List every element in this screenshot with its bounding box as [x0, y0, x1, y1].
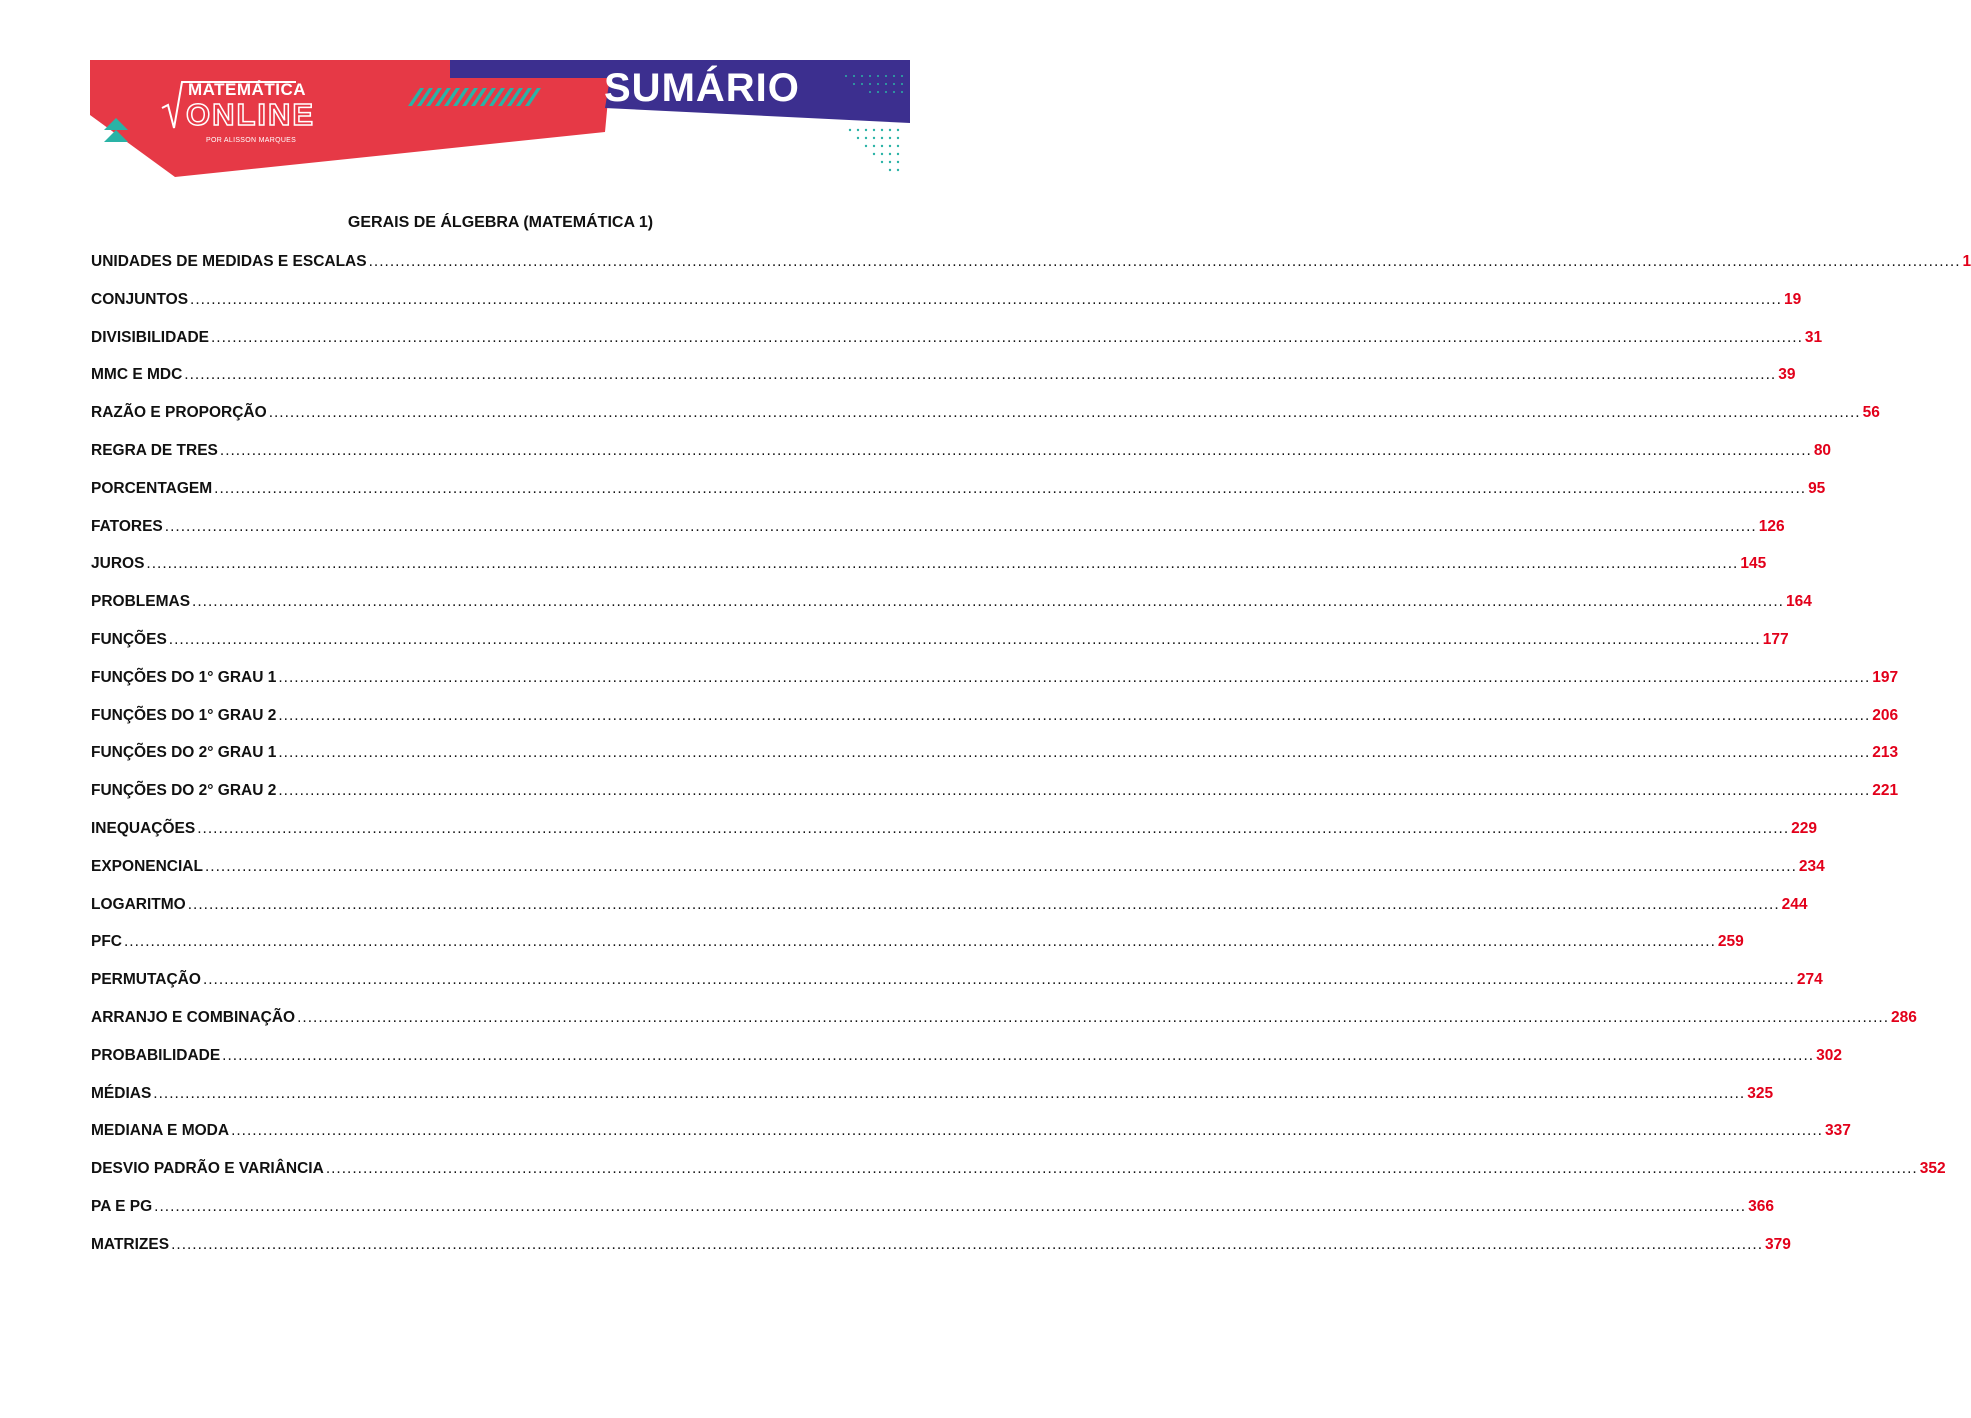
toc-entry-page: 164 — [1785, 593, 1812, 611]
logo-online-text: ONLINE — [186, 97, 316, 132]
toc-leader-dots: ............................................................................................................................................................................................................................................................................................................ — [164, 517, 1757, 535]
toc-leader-dots: ............................................................................................................................................................................................................................................................................................................ — [171, 1235, 1763, 1253]
toc-entry-page: 31 — [1804, 328, 1823, 346]
toc-leader-dots: ............................................................................................................................................................................................................................................................................................................ — [297, 1008, 1890, 1026]
toc-entry-page: 366 — [1748, 1197, 1774, 1215]
toc-entry-label: DESVIO PADRÃO E VARIÂNCIA — [91, 1160, 324, 1178]
toc-entry-label: MEDIANA E MODA — [91, 1122, 230, 1140]
logo-top-text: MATEMÁTICA — [188, 80, 306, 99]
toc-entry-page: 95 — [1808, 479, 1826, 497]
toc-leader-dots: ............................................................................................................................................................................................................................................................................................................ — [190, 290, 1782, 308]
toc-entry[interactable] — [91, 782, 1899, 820]
toc-entry[interactable] — [91, 366, 1796, 404]
toc-entry-page: 259 — [1717, 933, 1744, 951]
toc-entry[interactable] — [91, 1160, 1946, 1198]
toc-leader-dots: ............................................................................................................................................................................................................................................................................................................ — [278, 706, 1871, 724]
toc-leader-dots: ............................................................................................................................................................................................................................................................................................................ — [168, 630, 1761, 648]
toc-leader-dots: ............................................................................................................................................................................................................................................................................................................ — [202, 971, 1795, 989]
toc-entry[interactable] — [91, 668, 1899, 707]
toc-entry-label: FUNÇÕES DO 2° GRAU 2 — [91, 782, 277, 800]
section-title: GERAIS DE ÁLGEBRA (MATEMÁTICA 1) — [347, 214, 654, 231]
toc-entry-label: MATRIZES — [91, 1235, 170, 1253]
toc-entry[interactable] — [91, 441, 1832, 480]
toc-entry-page: 56 — [1862, 404, 1880, 422]
toc-entry-page: 126 — [1758, 517, 1785, 535]
toc-entry[interactable] — [91, 744, 1899, 782]
toc-entry-page: 302 — [1816, 1046, 1842, 1064]
toc-entry-label: PROBABILIDADE — [91, 1046, 221, 1064]
toc-entry-page: 337 — [1824, 1122, 1851, 1140]
toc-leader-dots: ............................................................................................................................................................................................................................................................................................................ — [184, 366, 1777, 384]
toc-entry-page: 234 — [1798, 857, 1825, 875]
toc-entry-label: PA E PG — [91, 1197, 153, 1215]
toc-leader-dots: ............................................................................................................................................................................................................................................................................................................ — [197, 819, 1790, 837]
toc-entry-page: 325 — [1747, 1084, 1774, 1102]
toc-entry-label: FUNÇÕES DO 1° GRAU 2 — [91, 706, 277, 724]
toc-leader-dots: ............................................................................................................................................................................................................................................................................................................ — [214, 479, 1807, 497]
toc-entry-page: 177 — [1762, 630, 1789, 648]
toc-entry[interactable] — [91, 1235, 1791, 1274]
toc-entry-label: RAZÃO E PROPORÇÃO — [91, 404, 267, 422]
toc-entry-page: 352 — [1919, 1160, 1946, 1178]
toc-leader-dots: ............................................................................................................................................................................................................................................................................................................ — [219, 441, 1812, 459]
toc-entry[interactable] — [91, 479, 1826, 518]
toc-leader-dots: ............................................................................................................................................................................................................................................................................................................ — [153, 1084, 1746, 1102]
toc-entry-label: FATORES — [91, 517, 163, 535]
toc-entry[interactable] — [91, 1084, 1774, 1123]
toc-entry-page: 197 — [1872, 668, 1899, 686]
toc-entry-label: CONJUNTOS — [91, 290, 189, 308]
toc-leader-dots: ............................................................................................................................................................................................................................................................................................................ — [368, 253, 1961, 270]
toc-entry-label: DIVISIBILIDADE — [91, 328, 209, 346]
toc-entry-label: UNIDADES DE MEDIDAS E ESCALAS — [91, 253, 367, 270]
toc-entry-label: MÉDIAS — [91, 1084, 152, 1102]
toc-leader-dots: ............................................................................................................................................................................................................................................................................................................ — [268, 404, 1861, 422]
toc-entry[interactable] — [91, 933, 1744, 971]
toc-leader-dots: ............................................................................................................................................................................................................................................................................................................ — [222, 1046, 1815, 1064]
toc-leader-dots: ............................................................................................................................................................................................................................................................................................................ — [146, 555, 1739, 573]
toc-entry[interactable] — [91, 1122, 1851, 1160]
table-of-contents — [91, 253, 1971, 1274]
toc-entry-page: 206 — [1872, 706, 1899, 724]
toc-entry[interactable] — [91, 1197, 1774, 1236]
toc-entry-page: 229 — [1791, 819, 1818, 837]
toc-leader-dots: ............................................................................................................................................................................................................................................................................................................ — [278, 668, 1871, 686]
toc-entry[interactable] — [91, 971, 1823, 1009]
toc-entry[interactable] — [91, 517, 1785, 556]
toc-entry-label: INEQUAÇÕES — [91, 819, 196, 837]
toc-leader-dots: ............................................................................................................................................................................................................................................................................................................ — [154, 1197, 1747, 1215]
toc-entry-label: FUNÇÕES — [91, 630, 167, 648]
toc-entry-page: 80 — [1813, 441, 1832, 459]
toc-entry-label: PFC — [91, 933, 122, 951]
toc-entry-label: FUNÇÕES DO 1° GRAU 1 — [91, 668, 277, 686]
toc-entry[interactable] — [91, 706, 1899, 745]
toc-leader-dots: ............................................................................................................................................................................................................................................................................................................ — [192, 593, 1784, 611]
logo-main-text — [186, 99, 315, 130]
toc-entry-label: EXPONENCIAL — [91, 857, 203, 875]
toc-entry[interactable] — [91, 290, 1802, 329]
toc-entry-label: ARRANJO E COMBINAÇÃO — [91, 1008, 296, 1026]
toc-entry[interactable] — [91, 404, 1880, 442]
toc-entry-label: PORCENTAGEM — [91, 479, 213, 497]
toc-leader-dots: ............................................................................................................................................................................................................................................................................................................ — [210, 328, 1803, 346]
toc-leader-dots: ............................................................................................................................................................................................................................................................................................................ — [187, 895, 1780, 913]
toc-entry-label: JUROS — [91, 555, 145, 573]
toc-leader-dots: ............................................................................................................................................................................................................................................................................................................ — [278, 782, 1871, 800]
toc-entry[interactable] — [91, 328, 1823, 367]
toc-entry-page: 19 — [1783, 290, 1802, 308]
toc-entry-page: 1 — [1962, 253, 1971, 270]
logo-sub-text: POR ALISSON MARQUES — [206, 137, 297, 144]
toc-leader-dots: ............................................................................................................................................................................................................................................................................................................ — [325, 1160, 1918, 1178]
toc-entry-page: 379 — [1765, 1235, 1791, 1253]
toc-entry[interactable] — [91, 857, 1825, 896]
toc-entry-page: 39 — [1778, 366, 1796, 384]
toc-entry-page: 274 — [1796, 971, 1823, 989]
toc-entry-page: 244 — [1781, 895, 1808, 913]
toc-leader-dots: ............................................................................................................................................................................................................................................................................................................ — [231, 1122, 1823, 1140]
toc-entry[interactable] — [91, 819, 1818, 858]
toc-entry[interactable] — [91, 1008, 1917, 1047]
toc-entry[interactable] — [91, 1046, 1842, 1085]
toc-entry[interactable] — [91, 593, 1812, 631]
toc-entry-label: PERMUTAÇÃO — [91, 971, 201, 989]
toc-entry-label: MMC E MDC — [91, 366, 183, 384]
toc-entry-label: FUNÇÕES DO 2° GRAU 1 — [91, 744, 277, 762]
toc-entry-page: 286 — [1891, 1008, 1917, 1026]
toc-leader-dots: ............................................................................................................................................................................................................................................................................................................ — [278, 744, 1871, 762]
toc-entry[interactable] — [91, 253, 1971, 291]
toc-leader-dots: ............................................................................................................................................................................................................................................................................................................ — [124, 933, 1716, 951]
toc-entry[interactable] — [91, 895, 1808, 934]
page-title: SUMÁRIO — [604, 66, 800, 110]
toc-leader-dots: ............................................................................................................................................................................................................................................................................................................ — [204, 857, 1797, 875]
toc-entry-page: 213 — [1872, 744, 1899, 762]
toc-entry-label: REGRA DE TRES — [91, 441, 218, 459]
toc-entry-page: 221 — [1872, 782, 1899, 800]
toc-entry-page: 145 — [1740, 555, 1767, 573]
toc-entry-label: LOGARITMO — [91, 895, 186, 913]
toc-entry[interactable] — [91, 630, 1789, 669]
toc-entry-label: PROBLEMAS — [91, 593, 191, 611]
toc-entry[interactable] — [91, 555, 1767, 593]
